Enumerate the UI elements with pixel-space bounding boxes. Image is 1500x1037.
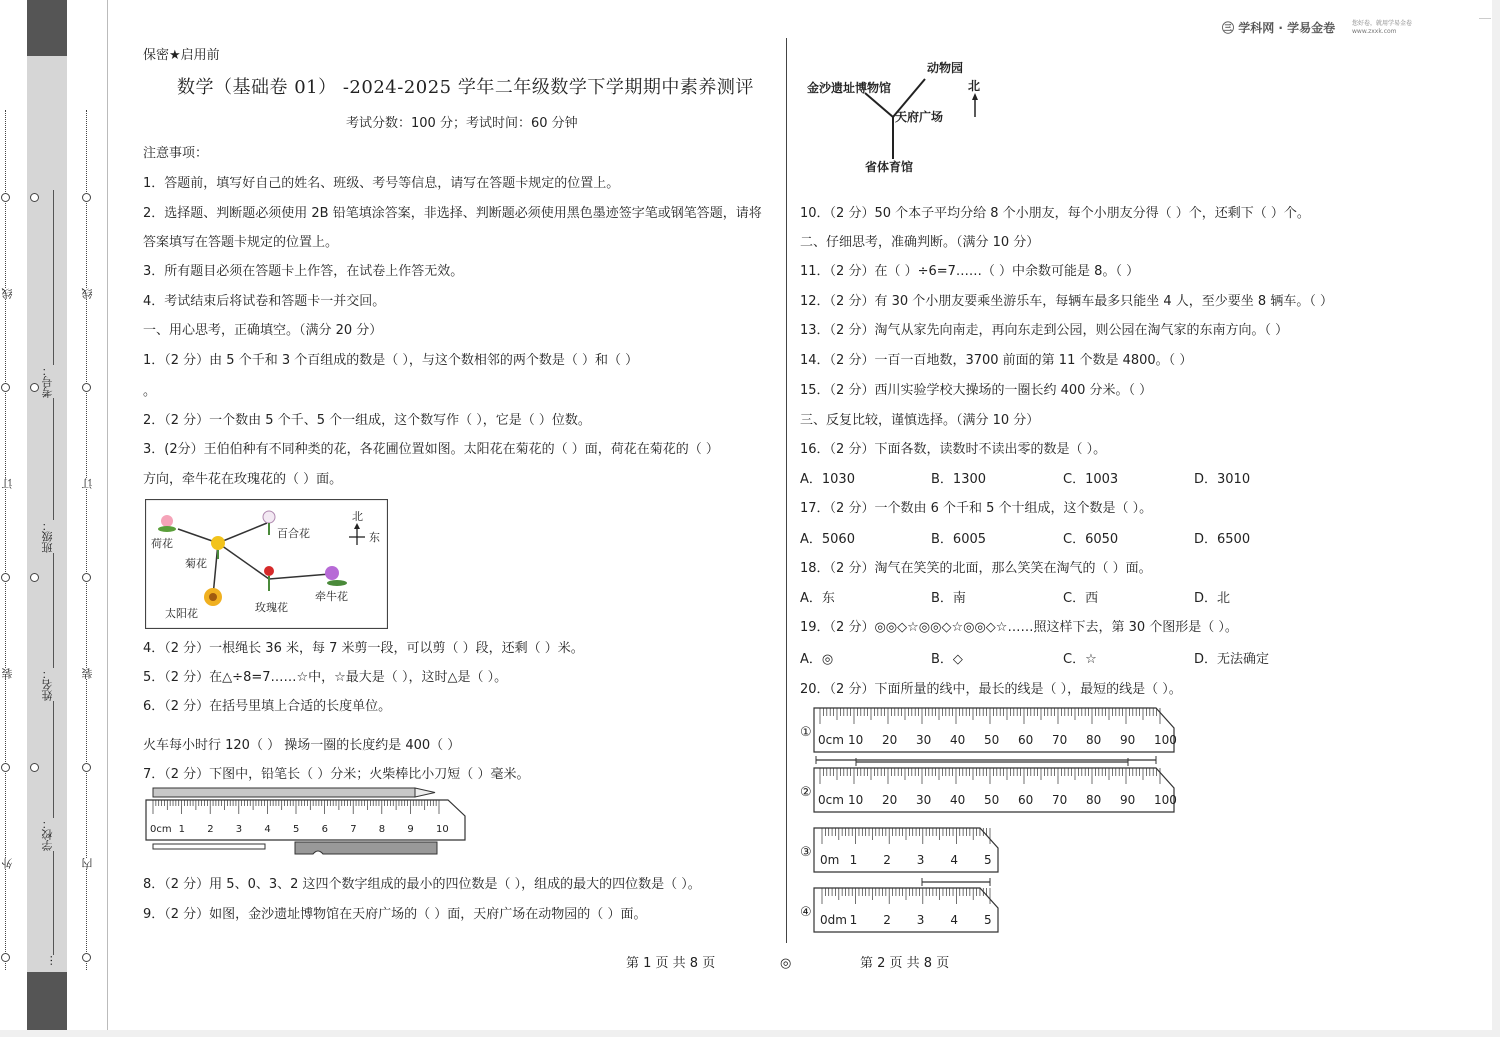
ruler-label: 20 (882, 733, 898, 747)
ruler-label: 90 (1120, 793, 1136, 807)
ruler-label: 30 (916, 793, 932, 807)
binding-marker-outer-4: 线 (1, 288, 14, 299)
binding-hole (30, 193, 39, 202)
q17-option-d: D．6500 (1194, 532, 1251, 547)
binding-strip (27, 0, 67, 1030)
ruler-label: 80 (1086, 793, 1102, 807)
ruler-label: 5 (293, 824, 300, 835)
ruler-label: 70 (1052, 793, 1068, 807)
binding-hole (1, 193, 10, 202)
pencil-tip (415, 788, 435, 797)
sunflower-icon (204, 588, 222, 606)
footer-separator: ◎ (780, 956, 792, 971)
binding-marker-outer-3: 订 (1, 478, 14, 489)
ruler-label: 4 (264, 824, 271, 835)
note-item: 1．答题前，填写好自己的姓名、班级、考号等信息，请写在答题卡规定的位置上。 (143, 176, 620, 191)
ruler-label: 7 (350, 824, 357, 835)
question-10: 10．（2 分）50 个本子平均分给 8 个小朋友，每个小朋友分得（ ）个，还剩下（ ）个。 (800, 206, 1310, 221)
question-14: 14．（2 分）一百一百地数，3700 前面的第 11 个数是 4800。（ ） (800, 353, 1193, 368)
binding-hole (30, 763, 39, 772)
binding-label-id: 考号： (41, 365, 54, 398)
binding-line-outer (5, 110, 6, 970)
brand-icon: ㊂ (1222, 21, 1235, 35)
ruler-label: 1 (178, 824, 185, 835)
binding-hole (1, 383, 10, 392)
binding-marker-outer-1: 外 (1, 858, 14, 869)
ruler-label: 5 (984, 913, 992, 927)
note-item: 4．考试结束后将试卷和答题卡一并交回。 (143, 294, 386, 309)
ruler-label: 20 (882, 793, 898, 807)
question-7: 7．（2 分）下图中，铅笔长（ ）分米；火柴棒比小刀短（ ）毫米。 (143, 767, 530, 782)
ruler-label: 40 (950, 733, 966, 747)
ruler-label: 6 (321, 824, 328, 835)
binding-label-school: 学校： (41, 818, 54, 851)
binding-ellipsis: … (42, 955, 55, 966)
q17-option-b: B．6005 (931, 532, 987, 547)
flower-label-chrysanthemum: 菊花 (185, 557, 207, 570)
ruler-label: 1 (849, 913, 858, 927)
binding-hole (1, 763, 10, 772)
ruler-label: 90 (1120, 733, 1136, 747)
ruler-label: 5 (984, 853, 992, 867)
ruler-marker: ② (800, 785, 812, 800)
matchstick (153, 844, 265, 849)
city-map (805, 55, 995, 180)
question-2: 2．（2 分）一个数由 5 个千、5 个一组成，这个数写作（ ），它是（ ）位数。 (143, 413, 591, 428)
q16-option-a: A．1030 (800, 472, 855, 487)
ruler-4 (800, 878, 998, 932)
ruler-label: 2 (207, 824, 214, 835)
ruler-label: 50 (984, 793, 1000, 807)
ruler-label: 1 (849, 853, 858, 867)
binding-hole (82, 953, 91, 962)
q19-option-a: A．◎ (800, 652, 834, 667)
brand-logo (1222, 20, 1335, 36)
ruler-label: 40 (950, 793, 966, 807)
q16-option-d: D．3010 (1194, 472, 1251, 487)
exam-info: 考试分数：100 分；考试时间：60 分钟 (346, 116, 578, 131)
ruler-body (146, 800, 465, 840)
binding-line-inner (86, 110, 87, 970)
question-12: 12．（2 分）有 30 个小朋友要乘坐游乐车，每辆车最多只能坐 4 人，至少要坐 8 辆车。（ ） (800, 294, 1333, 309)
brand-name: 学科网 · 学易金卷 (1238, 21, 1336, 35)
q18-option-b: B．南 (931, 591, 966, 606)
binding-strip-top (27, 0, 67, 56)
question-9: 9．（2 分）如图，金沙遗址博物馆在天府广场的（ ）面，天府广场在动物园的（ ）面。 (143, 907, 647, 922)
binding-marker-inner-2: 装 (81, 668, 94, 679)
question-3: 3．(2分）王伯伯种有不同种类的花，各花圃位置如图。太阳花在菊花的（ ）面，荷花在菊花的（ ） (143, 442, 719, 457)
binding-marker-inner-3: 订 (81, 478, 94, 489)
ruler-label: 30 (916, 733, 932, 747)
brand-sub: 您好卷，就用学易金卷 www.zxxk.com (1352, 20, 1413, 35)
q18-option-a: A．东 (800, 591, 835, 606)
ruler-figures-q20 (798, 700, 1198, 942)
question-1-end: 。 (143, 384, 157, 399)
flower-label-sunflower: 太阳花 (165, 607, 198, 620)
ruler-label: 8 (378, 824, 386, 835)
binding-hole (82, 763, 91, 772)
place-stadium: 省体育馆 (865, 160, 914, 174)
pencil (153, 788, 415, 797)
flower-label-lotus: 荷花 (151, 537, 173, 550)
ruler-label: 80 (1086, 733, 1102, 747)
compass-east-label: 东 (369, 531, 380, 544)
notes-heading: 注意事项： (143, 146, 209, 161)
q16-option-b: B．1300 (931, 472, 987, 487)
binding-hole (1, 953, 10, 962)
knife (295, 842, 437, 854)
ruler-label: 10 (848, 733, 864, 747)
binding-label-name: 姓名： (41, 668, 54, 701)
q17-option-a: A．5060 (800, 532, 855, 547)
question-8: 8．（2 分）用 5、0、3、2 这四个数字组成的最小的四位数是（ ），组成的最大的四位数是（ ）。 (143, 877, 701, 892)
ruler-label: 0cm (818, 733, 844, 747)
q19-option-b: B．◇ (931, 652, 963, 667)
page-corner (1479, 18, 1491, 49)
ruler-label: 4 (950, 913, 959, 927)
ruler-label: 3 (235, 824, 243, 835)
question-6-items: 火车每小时行 120（ ） 操场一圈的长度约是 400（ ） (143, 738, 461, 753)
ruler-label: 50 (984, 733, 1000, 747)
ruler-label: 10 (848, 793, 864, 807)
ruler-label: 0cm (150, 824, 172, 835)
binding-strip-bottom (27, 972, 67, 1030)
ruler-marker: ④ (800, 905, 812, 920)
q18-option-c: C．西 (1063, 591, 1099, 606)
ruler-label: 70 (1052, 733, 1068, 747)
binding-hole (82, 383, 91, 392)
exam-title: 数学（基础卷 01） -2024-2025 学年二年级数学下学期期中素养测评 (177, 77, 754, 98)
flower-label-morning-glory: 牵牛花 (315, 590, 348, 603)
ruler-label: 3 (916, 913, 925, 927)
flower-label-lily: 百合花 (277, 527, 310, 540)
question-17: 17．（2 分）一个数由 6 个千和 5 个十组成，这个数是（ ）。 (800, 501, 1153, 516)
question-19: 19．（2 分）◎◎◇☆◎◎◇☆◎◎◇☆……照这样下去，第 30 个图形是（ ）。 (800, 620, 1238, 635)
question-18: 18．（2 分）淘气在笑笑的北面，那么笑笑在淘气的（ ）面。 (800, 561, 1152, 576)
ruler-2 (800, 758, 1177, 812)
place-jinsha: 金沙遗址博物馆 (807, 81, 892, 95)
binding-marker-inner-1: 内 (81, 858, 94, 869)
compass-north-label: 北 (352, 510, 363, 523)
q19-option-d: D．无法确定 (1194, 652, 1270, 667)
section2-heading: 二、仔细思考，准确判断。（满分 10 分） (800, 235, 1040, 250)
ruler-label: 2 (883, 913, 891, 927)
question-3-cont: 方向，牵牛花在玫瑰花的（ ）面。 (143, 472, 343, 487)
binding-hole (1, 573, 10, 582)
question-1: 1．（2 分）由 5 个千和 3 个百组成的数是（ ），与这个数相邻的两个数是（ ）和（ ） (143, 353, 639, 368)
place-tianfu: 天府广场 (895, 110, 944, 124)
question-11: 11．（2 分）在（ ）÷6=7……（ ）中余数可能是 8。（ ） (800, 264, 1140, 279)
ruler-1 (800, 708, 1177, 764)
binding-marker-inner-4: 线 (81, 288, 94, 299)
page-divider (786, 38, 787, 943)
question-5: 5．（2 分）在△÷8=7……☆中，☆最大是（ ），这时△是（ ）。 (143, 670, 508, 685)
ruler-label: 100 (1154, 793, 1177, 807)
question-20: 20．（2 分）下面所量的线中，最长的线是（ ），最短的线是（ ）。 (800, 682, 1182, 697)
ruler-label: 3 (916, 853, 925, 867)
section3-heading: 三、反复比较，谨慎选择。（满分 10 分） (800, 413, 1040, 428)
ruler-label: 60 (1018, 733, 1034, 747)
ruler-label: 0dm (820, 913, 847, 927)
binding-marker-outer-2: 装 (1, 668, 14, 679)
q19-option-c: C．☆ (1063, 652, 1097, 667)
note-item: 2．选择题、判断题必须使用 2B 铅笔填涂答案，非选择、判断题必须使用黑色墨迹签字笔或钢笔答题，请将 (143, 206, 762, 221)
question-15: 15．（2 分）西川实验学校大操场的一圈长约 400 分米。（ ） (800, 383, 1153, 398)
q18-option-d: D．北 (1194, 591, 1231, 606)
binding-hole (30, 383, 39, 392)
question-13: 13．（2 分）淘气从家先向南走，再向东走到公园，则公园在淘气家的东南方向。（ ） (800, 323, 1289, 338)
binding-hole (82, 573, 91, 582)
q17-option-c: C．6050 (1063, 532, 1119, 547)
ruler-3 (800, 828, 998, 872)
q16-option-c: C．1003 (1063, 472, 1119, 487)
ruler-label: 0m (820, 853, 840, 867)
binding-label-class: 班级： (41, 520, 54, 553)
footer-page-right: 第 2 页 共 8 页 (860, 956, 950, 971)
ruler-label: 4 (950, 853, 959, 867)
question-4: 4．（2 分）一根绳长 36 米，每 7 米剪一段，可以剪（ ）段，还剩（ ）米。 (143, 641, 584, 656)
question-16: 16．（2 分）下面各数，读数时不读出零的数是（ ）。 (800, 442, 1107, 457)
ruler-label: 9 (407, 824, 414, 835)
flower-map (145, 499, 388, 629)
confidential-label: 保密★启用前 (143, 48, 220, 63)
ruler-label: 2 (883, 853, 891, 867)
ruler-marker: ① (800, 725, 812, 740)
binding-hole (30, 573, 39, 582)
flower-label-rose: 玫瑰花 (255, 601, 288, 614)
page-edge (107, 0, 108, 1030)
binding-hole (82, 193, 91, 202)
north-label: 北 (968, 79, 981, 93)
note-item: 3．所有题目必须在答题卡上作答，在试卷上作答无效。 (143, 264, 464, 279)
ruler-label: 10 (436, 824, 449, 835)
section1-heading: 一、用心思考，正确填空。（满分 20 分） (143, 323, 383, 338)
question-6: 6．（2 分）在括号里填上合适的长度单位。 (143, 699, 392, 714)
place-zoo: 动物园 (927, 61, 964, 75)
ruler-label: 100 (1154, 733, 1177, 747)
footer-page-left: 第 1 页 共 8 页 (626, 956, 716, 971)
note-item: 答案填写在答题卡规定的位置上。 (143, 235, 339, 250)
ruler-figure-q7 (143, 784, 468, 860)
ruler-marker: ③ (800, 845, 812, 860)
ruler-label: 60 (1018, 793, 1034, 807)
ruler-label: 0cm (818, 793, 844, 807)
